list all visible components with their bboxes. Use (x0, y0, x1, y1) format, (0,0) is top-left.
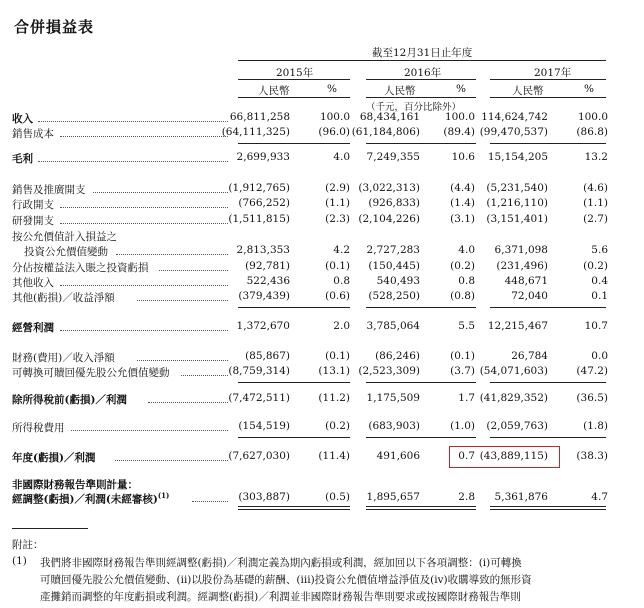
cell-value: 10.7 (584, 320, 608, 332)
cell-value: (766,252) (238, 197, 290, 209)
cell-value: (379,439) (238, 290, 290, 302)
cell-value: 522,436 (246, 275, 290, 287)
subtotal-rule (238, 437, 350, 438)
cell-value: (1,216,110) (486, 197, 548, 209)
row-label: 銷售成本 (12, 128, 54, 140)
cell-value: (61,184,806) (351, 126, 420, 138)
cell-value: 26,784 (511, 350, 548, 362)
cell-value: (0.2) (583, 260, 608, 272)
page-title: 合併損益表 (14, 18, 95, 36)
cell-value: (36.5) (576, 392, 608, 404)
cell-value: (0.1) (325, 260, 350, 272)
cell-value: 5.6 (591, 244, 608, 256)
currency-2016: 人民幣 (384, 85, 416, 97)
cell-value: (86.8) (576, 126, 608, 138)
cell-value: 66,811,258 (229, 111, 290, 123)
cell-value: 4.2 (333, 244, 350, 256)
cell-value: 13.2 (584, 151, 608, 163)
year-rule-3 (490, 79, 606, 80)
subtotal-rule (490, 437, 606, 438)
cell-value: 100.0 (319, 111, 350, 123)
cell-value: (86,246) (375, 350, 420, 362)
row-label: 除所得稅前(虧損)／利潤 (12, 394, 127, 406)
subtotal-rule (366, 143, 476, 144)
footnote-line-3: 產攤銷而調整的年度虧損或利潤。經調整(虧損)／利潤並非國際財務報告準則要求或按國際財務報告準則 (40, 591, 521, 603)
cell-value: (154,519) (238, 420, 290, 432)
cell-value: (7,627,030) (228, 450, 290, 462)
currency-2017: 人民幣 (512, 85, 544, 97)
row-label: 毛利 (12, 153, 33, 165)
cell-value: 15,154,205 (487, 151, 548, 163)
cell-value: 100.0 (444, 111, 475, 123)
total-double-rule (490, 509, 606, 510)
cell-value: 491,606 (376, 450, 420, 462)
cell-value: (4.4) (450, 182, 475, 194)
footnote-heading: 附註： (12, 539, 44, 551)
cell-value: 5,361,876 (494, 491, 548, 503)
cell-value: (303,887) (238, 491, 290, 503)
row-label: 所得稅費用 (12, 422, 65, 434)
row-label: 按公允價值計入損益之 (12, 231, 117, 243)
cell-value: 540,493 (376, 275, 420, 287)
cell-value: (5,231,540) (486, 182, 548, 194)
cell-value: 4.0 (333, 151, 350, 163)
currency-2015: 人民幣 (258, 85, 290, 97)
cell-value: (2.7) (583, 213, 608, 225)
cell-value: (99,470,537) (479, 126, 548, 138)
subhead-rule-1 (238, 97, 350, 98)
cell-value: 2,813,353 (236, 244, 290, 256)
cell-value: (2,104,226) (358, 213, 420, 225)
cell-value: (11.2) (318, 392, 350, 404)
row-label: 可轉換可贖回優先股公允價值變動 (12, 367, 170, 379)
row-label: 收入 (12, 113, 33, 125)
cell-value: (85,867) (245, 350, 290, 362)
cell-value: (89.4) (443, 126, 475, 138)
cell-value: (64,111,325) (221, 126, 290, 138)
cell-value: 2.0 (333, 320, 350, 332)
subtotal-rule (238, 382, 350, 383)
cell-value: 4.0 (458, 244, 475, 256)
cell-value: 0.8 (458, 275, 475, 287)
cell-value: (1.1) (583, 197, 608, 209)
period-header: 截至12月31日止年度 (372, 47, 473, 59)
cell-value: (1,912,765) (228, 182, 290, 194)
row-label: 銷售及推廣開支 (12, 184, 86, 196)
row-label: 投資公允價值變動 (24, 246, 108, 258)
cell-value: 6,371,098 (494, 244, 548, 256)
cell-value: 0.8 (333, 275, 350, 287)
cell-value: 3,785,064 (366, 320, 420, 332)
cell-value: (96.0) (318, 126, 350, 138)
footnote-line-1: 我們將非國際財務報告準則經調整(虧損)／利潤定義為期內虧損或利潤，經加回以下各項調整：(i)可轉換 (40, 557, 522, 569)
cell-value: (43,889,115) (479, 450, 548, 462)
cell-value: (13.1) (318, 365, 350, 377)
cell-value: 100.0 (577, 111, 608, 123)
footnote-marker: (1) (12, 555, 27, 567)
cell-value: (1.0) (450, 420, 475, 432)
cell-value: (528,250) (368, 290, 420, 302)
cell-value: (11.4) (318, 450, 350, 462)
cell-value: (7,472,511) (228, 392, 290, 404)
cell-value: 0.4 (591, 275, 608, 287)
footnote-ref: (1) (157, 491, 170, 500)
row-label: 研發開支 (12, 215, 54, 227)
subhead-rule-3 (490, 97, 606, 98)
subtotal-rule (238, 143, 350, 144)
unit-note: （千元，百分比除外） (366, 102, 462, 113)
cell-value: (1.8) (583, 420, 608, 432)
percent-2015: % (327, 83, 337, 95)
subtotal-rule (366, 382, 476, 383)
cell-value: (0.8) (450, 290, 475, 302)
cell-value: (926,833) (368, 197, 420, 209)
subtotal-rule (490, 307, 606, 308)
cell-value: 2.8 (458, 491, 475, 503)
cell-value: (0.1) (325, 350, 350, 362)
subhead-rule-2 (366, 97, 476, 98)
cell-value: (3.7) (450, 365, 475, 377)
cell-value: (1,511,815) (228, 213, 290, 225)
subtotal-rule (366, 437, 476, 438)
row-label: 經營利潤 (12, 322, 54, 334)
cell-value: 0.0 (591, 350, 608, 362)
cell-value: (0.5) (325, 491, 350, 503)
cell-value: (2,523,309) (358, 365, 420, 377)
cell-value: 72,040 (511, 290, 548, 302)
cell-value: 4.7 (591, 491, 608, 503)
total-double-rule (238, 509, 350, 510)
row-label: 其他(虧損)／收益淨額 (12, 292, 115, 304)
cell-value: 2,699,933 (236, 151, 290, 163)
row-label: 經調整(虧損)／利潤(未經審核)$^{(1)}$ (12, 491, 170, 506)
row-label: 行政開支 (12, 199, 54, 211)
cell-value: (0.2) (450, 260, 475, 272)
cell-value: (0.2) (325, 420, 350, 432)
total-double-rule (490, 506, 606, 507)
cell-value: 7,249,355 (366, 151, 420, 163)
subtotal-rule (366, 307, 476, 308)
year-2017: 2017年 (534, 67, 572, 79)
subtotal-rule (490, 143, 606, 144)
row-label: 非國際財務報告準則計量： (12, 479, 138, 491)
cell-value: (2.9) (325, 182, 350, 194)
year-rule-1 (238, 79, 350, 80)
cell-value: (0.1) (450, 350, 475, 362)
cell-value: 114,624,742 (481, 111, 548, 123)
cell-value: 448,671 (504, 275, 548, 287)
percent-2017: % (584, 83, 594, 95)
cell-value: (0.6) (325, 290, 350, 302)
cell-value: (3,151,401) (486, 213, 548, 225)
total-double-rule (366, 506, 476, 507)
percent-2016: % (456, 83, 466, 95)
cell-value: 1,372,670 (236, 320, 290, 332)
header-rule-top (238, 60, 606, 61)
cell-value: (2,059,763) (486, 420, 548, 432)
cell-value: 12,215,467 (487, 320, 548, 332)
cell-value: (47.2) (576, 365, 608, 377)
cell-value: 68,434,161 (359, 111, 420, 123)
cell-value: 1,175,509 (366, 392, 420, 404)
cell-value: (92,781) (245, 260, 290, 272)
row-label: 財務(費用)／收入淨額 (12, 352, 115, 364)
total-double-rule (366, 509, 476, 510)
cell-value: (2.3) (325, 213, 350, 225)
total-double-rule (238, 506, 350, 507)
subtotal-rule (238, 307, 350, 308)
footnote-rule (12, 528, 88, 529)
cell-value: 5.5 (458, 320, 475, 332)
cell-value: (41,829,352) (479, 392, 548, 404)
cell-value: 1,895,657 (366, 491, 420, 503)
cell-value: (683,903) (368, 420, 420, 432)
cell-value: (4.6) (583, 182, 608, 194)
row-label: 年度(虧損)／利潤 (12, 452, 96, 464)
cell-value: (38.3) (576, 450, 608, 462)
cell-value: 0.7 (458, 450, 475, 462)
cell-value: 1.7 (458, 392, 475, 404)
year-2016: 2016年 (404, 67, 442, 79)
highlight-box (449, 446, 560, 468)
cell-value: (3.1) (450, 213, 475, 225)
cell-value: 10.6 (451, 151, 475, 163)
year-rule-2 (366, 79, 476, 80)
cell-value: (3,022,313) (358, 182, 420, 194)
row-label: 分佔按權益法入賬之投資虧損 (12, 262, 149, 274)
cell-value: (1.4) (450, 197, 475, 209)
cell-value: (54,071,603) (479, 365, 548, 377)
footnote-line-2: 可贖回優先股公允價值變動、(ii)以股份為基礎的薪酬、(iii)投資公允價值增益淨值及(iv)收購導致的無形資 (40, 574, 532, 586)
cell-value: 0.1 (591, 290, 608, 302)
cell-value: 2,727,283 (366, 244, 420, 256)
cell-value: (150,445) (368, 260, 420, 272)
cell-value: (1.1) (325, 197, 350, 209)
row-label: 其他收入 (12, 277, 54, 289)
subtotal-rule (490, 382, 606, 383)
cell-value: (8,759,314) (228, 365, 290, 377)
year-2015: 2015年 (276, 67, 314, 79)
cell-value: (231,496) (496, 260, 548, 272)
